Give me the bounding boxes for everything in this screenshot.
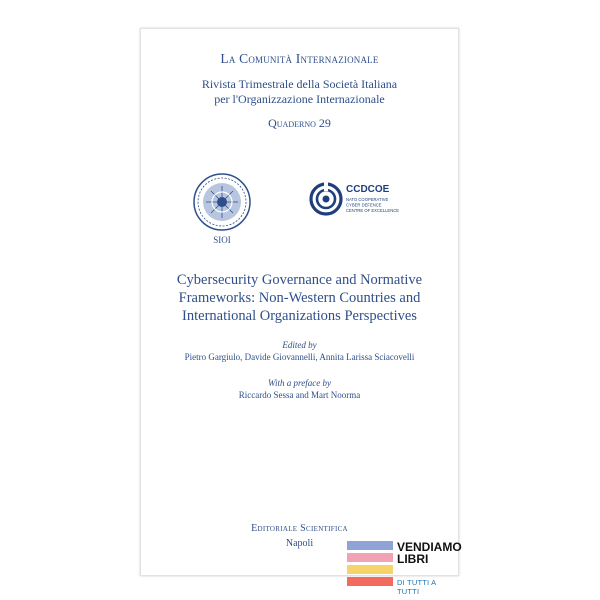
journal-subtitle-line-1: Rivista Trimestrale della Società Italiana: [201, 77, 398, 91]
book-title-line-2: Frameworks: Non-Western Countries and: [178, 290, 421, 306]
ccdcoe-line-1: NATO COOPERATIVE: [346, 197, 389, 202]
badge-stripe: [347, 541, 393, 550]
editors: Pietro Gargiulo, Davide Giovannelli, Annita Larissa Sciacovelli: [184, 352, 415, 362]
badge-title: [397, 541, 462, 565]
vendiamo-libri-badge: [347, 538, 462, 596]
series-title: La Comunità Internazionale: [220, 51, 379, 66]
badge-stripe: [347, 577, 393, 586]
edited-by-label: Edited by: [282, 340, 317, 350]
badge-title-line-1: VENDIAMO: [397, 540, 462, 554]
badge-stripe: [347, 565, 393, 574]
ccdcoe-line-3: CENTRE OF EXCELLENCE: [346, 208, 400, 213]
ccdcoe-logo: [309, 177, 421, 221]
sioi-label: SIOI: [213, 235, 231, 245]
preface-authors: Riccardo Sessa and Mart Noorma: [238, 390, 361, 400]
publisher-city: Napoli: [285, 538, 314, 549]
badge-title-line-2: LIBRI: [397, 552, 429, 566]
book-title-line-3: International Organizations Perspectives: [182, 308, 417, 324]
book-title: [151, 271, 448, 325]
publisher: Editoriale Scientifica: [251, 523, 348, 534]
badge-stripe: [347, 553, 393, 562]
ccdcoe-line-2: CYBER DEFENCE: [346, 202, 382, 208]
issue-number: Quaderno 29: [268, 116, 331, 130]
book-title-line-1: Cybersecurity Governance and Normative: [176, 272, 423, 288]
badge-tagline: DI TUTTI A TUTTI: [397, 578, 436, 596]
journal-subtitle-line-2: per l'Organizzazione Internazionale: [214, 92, 385, 106]
preface-label: With a preface by: [268, 378, 331, 388]
ccdcoe-name: CCDCOE: [346, 184, 390, 195]
sioi-logo: [191, 171, 255, 257]
book-cover: [140, 28, 459, 576]
